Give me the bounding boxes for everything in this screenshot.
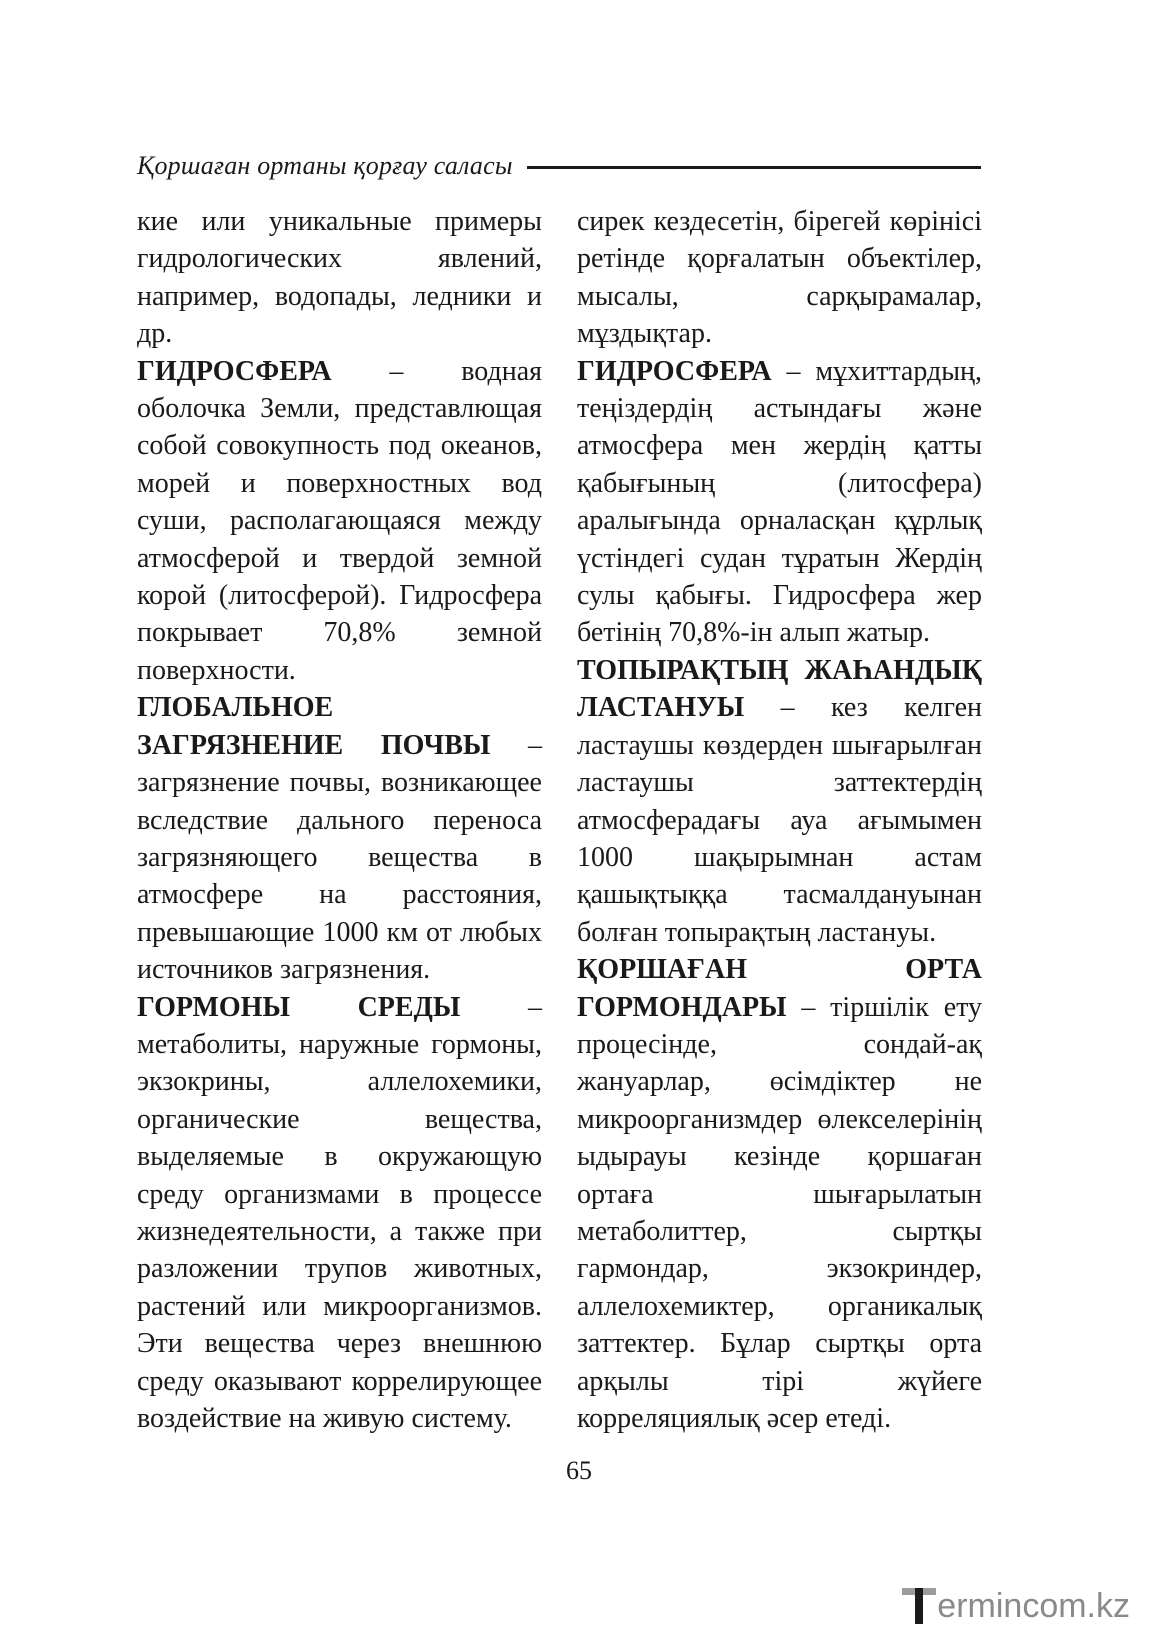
entry-text: сирек кездесетін, бірегей көрінісі ретінде қорғалатын объектілер, мысалы, сарқырамалар, мұздықтар. xyxy=(577,206,982,350)
entry-definition: – тіршілік ету процесінде, сондай-ақ жануарлар, өсімдіктер не микроорганизмдер өлекселерінің ыдырауы кезінде қоршаған ортаға шығарылатын метаболиттер, сыртқы гармондар, экзокриндер, аллелохемиктер, органикалық заттектер. Бұлар сыртқы орта арқылы тірі жүйеге корреляциялық әсер етеді. xyxy=(577,991,982,1434)
entry-definition: – мұхиттардың, теңіздердің астындағы және атмосфера мен жердің қатты қабығының (литосфера) аралығында орналасқан құрлық үстіндегі судан тұратын Жердің сулы қабығы. Гидросфера жер бетінің 70,8%-ін алып жатыр. xyxy=(577,355,982,649)
glossary-entry xyxy=(577,951,982,1437)
watermark-text: ermincom.kz xyxy=(937,1587,1130,1625)
glossary-entry xyxy=(137,689,542,988)
entry-term: ТОПЫРАҚТЫҢ ЖАҺАНДЫҚ ЛАСТАНУЫ xyxy=(577,654,982,724)
entry-term: ГОРМОНЫ СРЕДЫ xyxy=(137,991,461,1023)
entry-term: ГИДРОСФЕРА xyxy=(577,355,772,387)
running-title: Қоршаған ортаны қорғау саласы xyxy=(137,151,513,180)
entry-definition: – кез келген ластаушы көздерден шығарылған ластаушы заттектердің атмосферадағы ауа ағымымен 1000 шақырымнан астам қашықтыққа тасмалдануынан болған топырақтың ластануы. xyxy=(577,692,982,948)
entry-term: ГИДРОСФЕРА xyxy=(137,355,332,387)
watermark-logo xyxy=(902,1582,1130,1626)
t-logo-icon xyxy=(902,1582,936,1626)
header-rule xyxy=(527,166,981,169)
page-number: 65 xyxy=(566,1456,592,1485)
right-column xyxy=(577,203,982,1437)
entry-term: ГЛОБАЛЬНОЕ ЗАГРЯЗНЕНИЕ ПОЧВЫ xyxy=(137,692,491,761)
left-column xyxy=(137,203,542,1437)
entry-term: ҚОРШАҒАН ОРТА ГОРМОНДАРЫ xyxy=(577,954,982,1023)
glossary-entry xyxy=(137,353,542,690)
glossary-entry xyxy=(577,353,982,652)
entry-definition: – метаболиты, наружные гормоны, экзокрины, аллелохемики, органические вещества, выделяемые в окружающую среду организмами в процессе жизнедеятельности, а также при разложении трупов животных, растений или микроорганизмов. Эти вещества через внешнюю среду оказывают коррелирующее воздействие на живую систему. xyxy=(137,991,542,1434)
glossary-entry xyxy=(577,652,982,951)
entry-text: кие или уникальные примеры гидрологических явлений, например, водопады, ледники и др. xyxy=(137,206,542,350)
entry-continuation xyxy=(577,203,982,353)
entry-continuation xyxy=(137,203,542,353)
glossary-entry xyxy=(137,989,542,1438)
entry-definition: – загрязнение почвы, возникающее вследствие дального переноса загрязняющего вещества в атмосфере на расстояния, превышающие 1000 км от любых источников загрязнения. xyxy=(137,729,543,986)
entry-definition: – водная оболочка Земли, представлющая собой совокупность под океанов, морей и поверхностных вод суши, располагающаяся между атмосферой и твердой земной корой (литосферой). Гидросфера покрывает 70,8% земной поверхности. xyxy=(137,355,542,686)
running-header xyxy=(137,146,981,186)
